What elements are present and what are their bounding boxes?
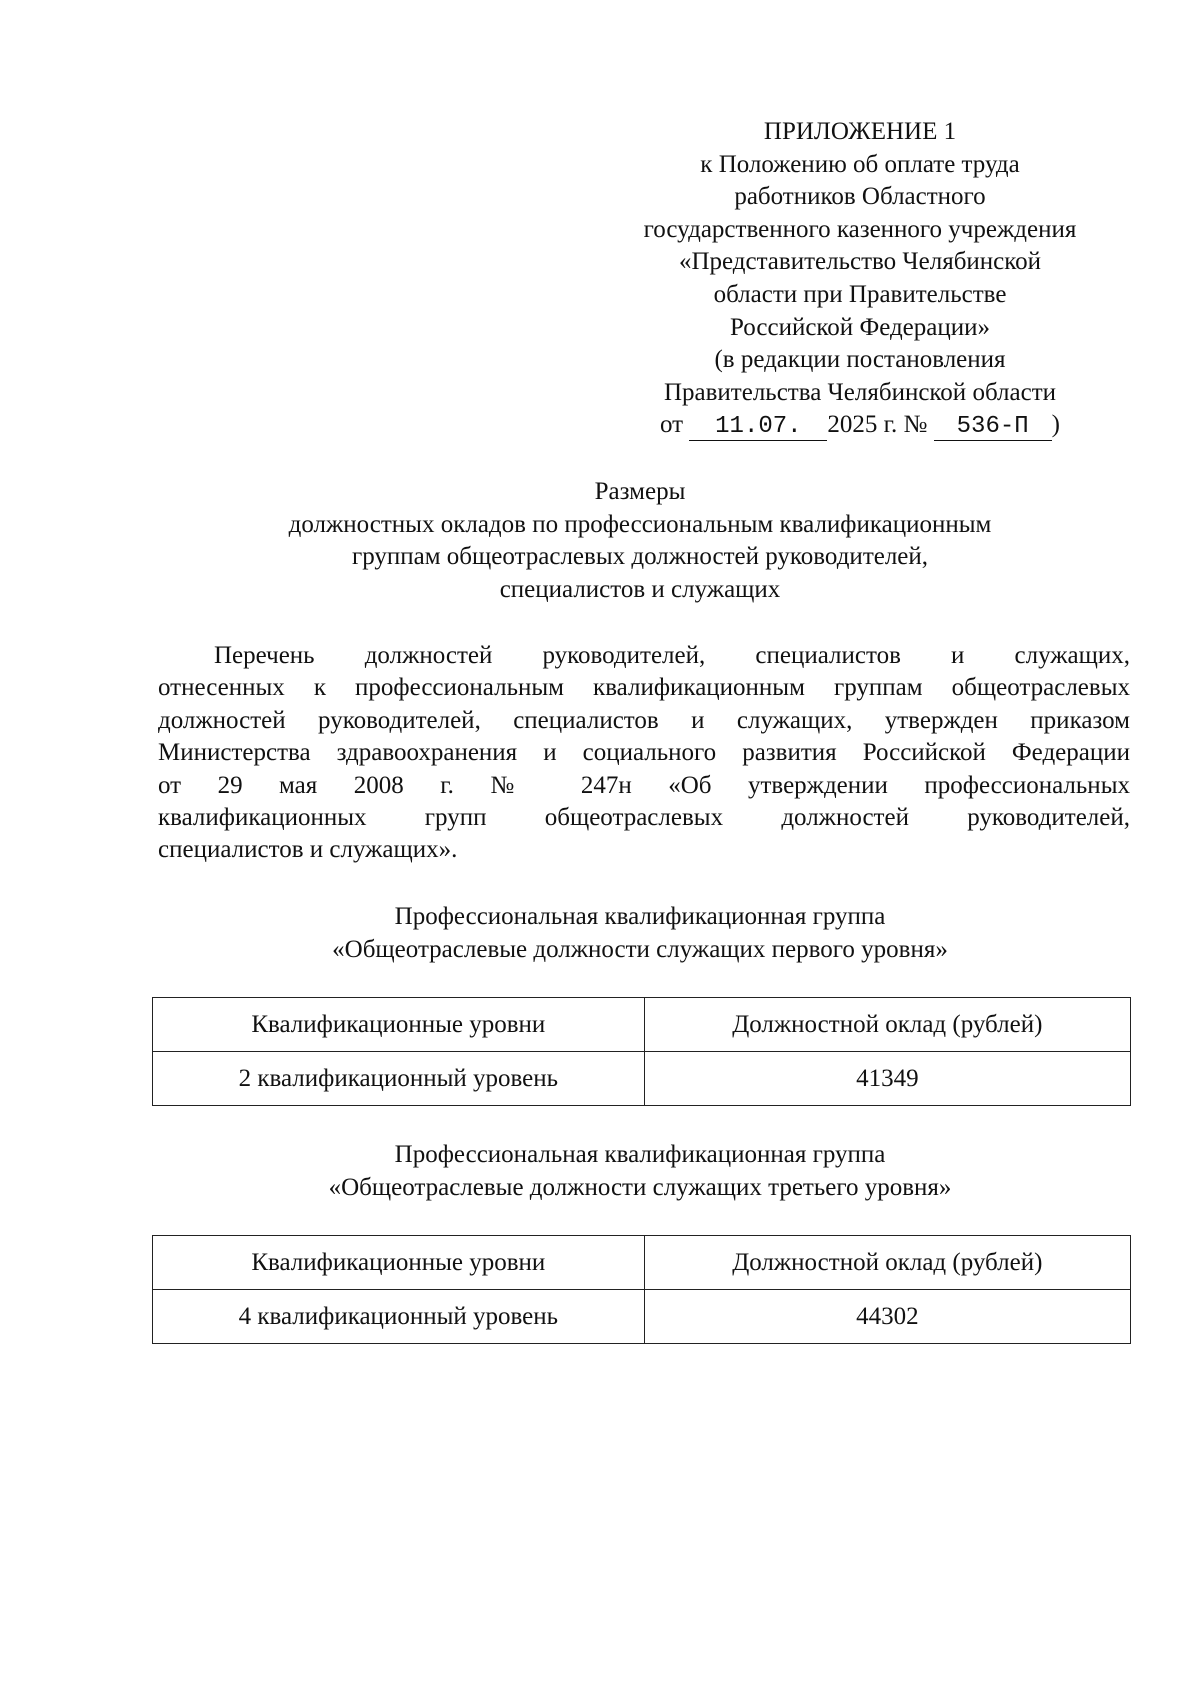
annex-date-line	[600, 409, 1120, 442]
salary-table-first-level	[152, 997, 1131, 1106]
group-title-line: «Общеотраслевые должности служащих первого уровня»	[332, 935, 948, 963]
title-line: Размеры	[594, 478, 686, 505]
annex-line: к Положению об оплате труда	[700, 150, 1020, 178]
salary-value: 41349	[644, 1052, 1130, 1106]
closing-paren: )	[1051, 411, 1060, 439]
paragraph-line: должностей руководителей, специалистов и служащих, утвержден приказом	[158, 706, 1130, 734]
annex-line: «Представительство Челябинской	[678, 248, 1042, 276]
annex-line: государственного казенного учреждения	[643, 215, 1077, 243]
header-qualification-levels: Квалификационные уровни	[153, 1236, 645, 1290]
annex-line: области при Правительстве	[713, 280, 1007, 308]
annex-line: (в редакции постановления	[714, 346, 1006, 374]
title-line: группам общеотраслевых должностей руководителей,	[351, 543, 929, 570]
annex-line: Российской Федерации»	[729, 313, 991, 341]
group-title-first-level	[150, 901, 1130, 966]
table-header-row	[153, 998, 1131, 1052]
table-header-row	[153, 1236, 1131, 1290]
paragraph-line: Перечень должностей руководителей, специалистов и служащих,	[214, 642, 1130, 669]
annex-line: работников Областного	[734, 183, 986, 211]
salary-table-third-level	[152, 1235, 1131, 1344]
paragraph-line: специалистов и служащих».	[158, 836, 458, 864]
table-row	[153, 1052, 1131, 1106]
date-prefix: от	[660, 411, 684, 439]
title-line: специалистов и служащих	[499, 575, 781, 603]
resolution-date: 11.07.	[689, 414, 827, 441]
header-salary: Должностной оклад (рублей)	[644, 998, 1130, 1052]
salary-value: 44302	[644, 1290, 1130, 1344]
paragraph-line: квалификационных групп общеотраслевых должностей руководителей,	[158, 804, 1130, 832]
title-line: должностных окладов по профессиональным квалификационным	[288, 510, 992, 538]
group-title-line: Профессиональная квалификационная группа	[394, 903, 886, 930]
resolution-number: 536-П	[934, 414, 1052, 441]
qualification-level: 2 квалификационный уровень	[153, 1052, 645, 1106]
resolution-year: 2025 г. №	[827, 411, 928, 439]
table-row	[153, 1290, 1131, 1344]
document-title	[150, 476, 1130, 606]
paragraph-line: от 29 мая 2008 г. № 247н «Об утверждении профессиональных	[158, 771, 1130, 799]
header-qualification-levels: Квалификационные уровни	[153, 998, 645, 1052]
header-salary: Должностной оклад (рублей)	[644, 1236, 1130, 1290]
annex-line: Правительства Челябинской области	[663, 378, 1057, 406]
qualification-level: 4 квалификационный уровень	[153, 1290, 645, 1344]
annex-header	[600, 116, 1120, 442]
group-title-line: Профессиональная квалификационная группа	[394, 1141, 886, 1168]
annex-title: ПРИЛОЖЕНИЕ 1	[763, 118, 957, 145]
body-paragraph	[158, 640, 1130, 867]
group-title-line: «Общеотраслевые должности служащих третьего уровня»	[328, 1173, 952, 1201]
paragraph-line: Министерства здравоохранения и социального развития Российской Федерации	[158, 739, 1130, 767]
group-title-third-level	[150, 1139, 1130, 1204]
paragraph-line: отнесенных к профессиональным квалификационным группам общеотраслевых	[158, 674, 1130, 702]
